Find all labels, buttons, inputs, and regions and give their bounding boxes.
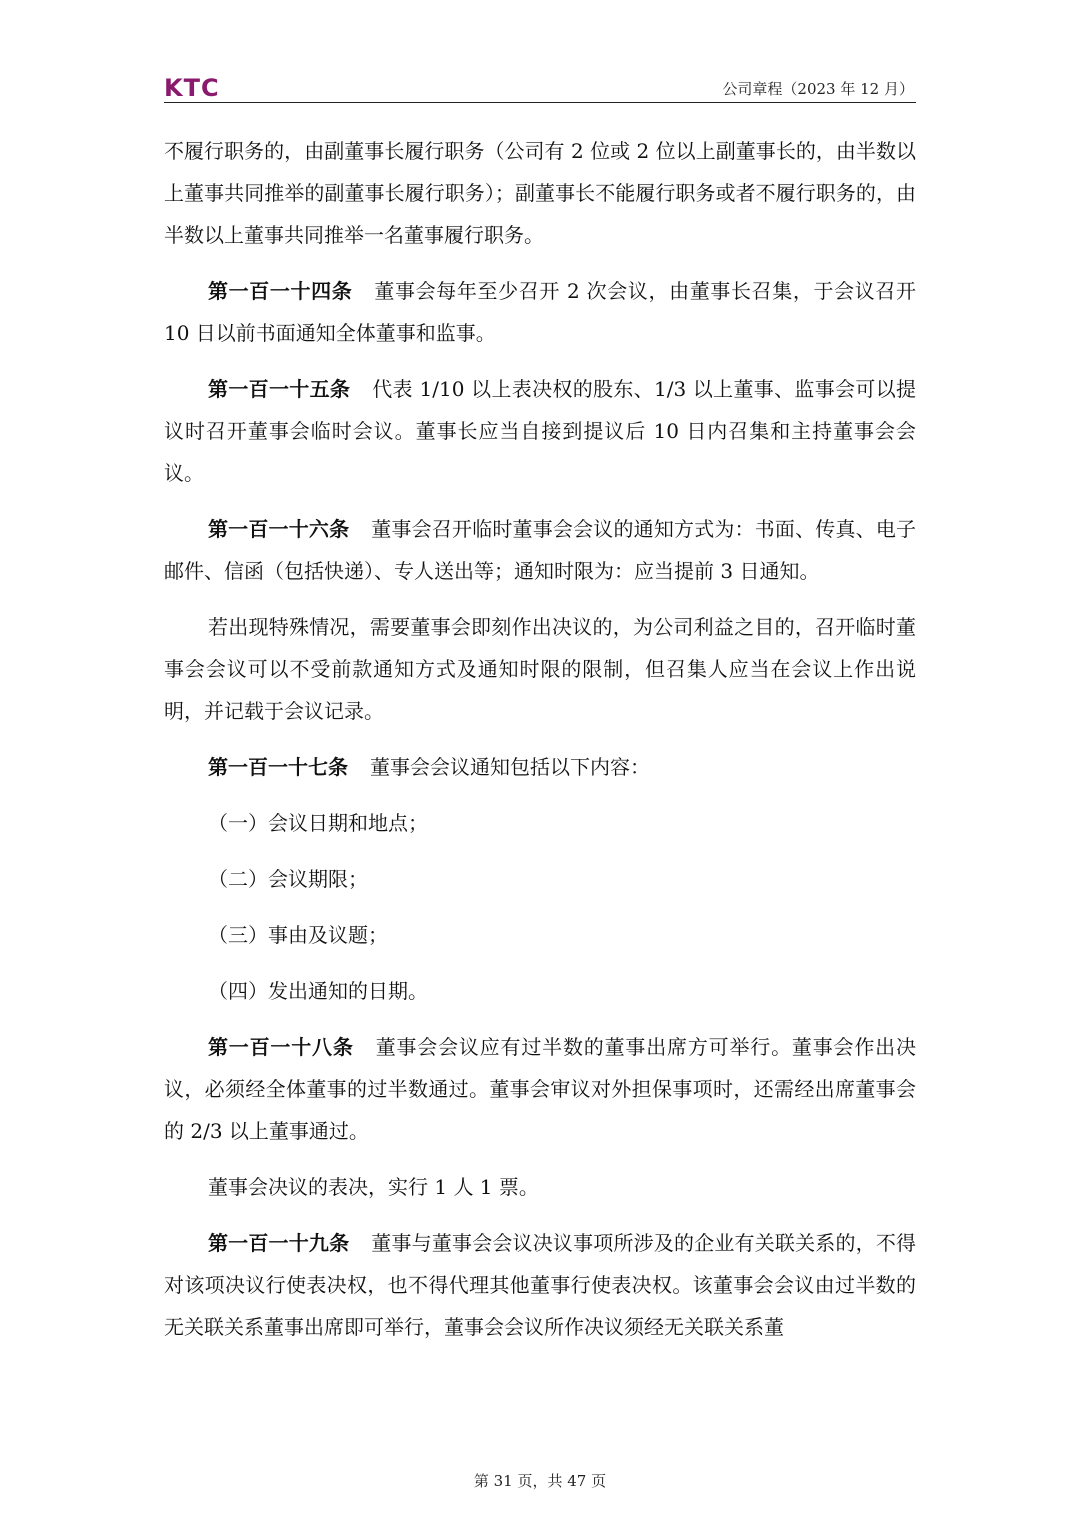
paragraph-continued: 不履行职务的，由副董事长履行职务（公司有 2 位或 2 位以上副董事长的，由半数以上董事共同推举的副董事长履行职务）；副董事长不能履行职务或者不履行职务的，由半数以上董事共同推举一名董事履行职务。	[164, 139, 916, 247]
article-text: 代表 1/10 以上表决权的股东、1/3 以上董事、监事会可以提议时召开董事会临时会议。董事长应当自接到提议后 10 日内召集和主持董事会会议。	[164, 377, 917, 485]
article-number: 第一百一十九条	[208, 1231, 350, 1255]
article-117	[164, 746, 916, 788]
article-text: 董事与董事会会议决议事项所涉及的企业有关联关系的，不得对该项决议行使表决权，也不得代理其他董事行使表决权。该董事会会议由过半数的无关联关系董事出席即可举行，董事会会议所作决议须经无关联关系董	[164, 1231, 917, 1339]
article-number: 第一百一十八条	[208, 1035, 354, 1059]
article-number: 第一百一十六条	[208, 517, 350, 541]
paragraph-special-circumstances: 若出现特殊情况，需要董事会即刻作出决议的，为公司利益之目的，召开临时董事会会议可以不受前款通知方式及通知时限的限制，但召集人应当在会议上作出说明，并记载于会议记录。	[164, 615, 916, 723]
article-119	[164, 1222, 916, 1348]
paragraph-voting: 董事会决议的表决，实行 1 人 1 票。	[208, 1175, 539, 1199]
article-text: 董事会每年至少召开 2 次会议，由董事长召集，于会议召开 10 日以前书面通知全体董事和监事。	[164, 279, 916, 345]
company-logo: KTC	[164, 74, 220, 102]
article-115	[164, 368, 916, 494]
list-item: （三）事由及议题；	[208, 923, 388, 947]
article-114	[164, 270, 916, 354]
list-item: （四）发出通知的日期。	[208, 979, 428, 1003]
article-text: 董事会召开临时董事会会议的通知方式为：书面、传真、电子邮件、信函（包括快递）、专人送出等；通知时限为：应当提前 3 日通知。	[164, 517, 917, 583]
page-footer: 第 31 页，共 47 页	[473, 1472, 607, 1490]
list-item: （二）会议期限；	[208, 867, 368, 891]
article-number: 第一百一十七条	[208, 755, 348, 779]
list-item: （一）会议日期和地点；	[208, 811, 428, 835]
page-header	[164, 70, 916, 103]
article-text: 董事会会议应有过半数的董事出席方可举行。董事会作出决议，必须经全体董事的过半数通过。董事会审议对外担保事项时，还需经出席董事会的 2/3 以上董事通过。	[164, 1035, 916, 1143]
article-116	[164, 508, 916, 592]
article-118	[164, 1026, 916, 1152]
article-number: 第一百一十四条	[208, 279, 353, 303]
document-title: 公司章程（2023 年 12 月）	[722, 80, 914, 98]
article-number: 第一百一十五条	[208, 377, 351, 401]
page-content	[164, 130, 916, 1362]
article-text: 董事会会议通知包括以下内容：	[370, 755, 650, 779]
